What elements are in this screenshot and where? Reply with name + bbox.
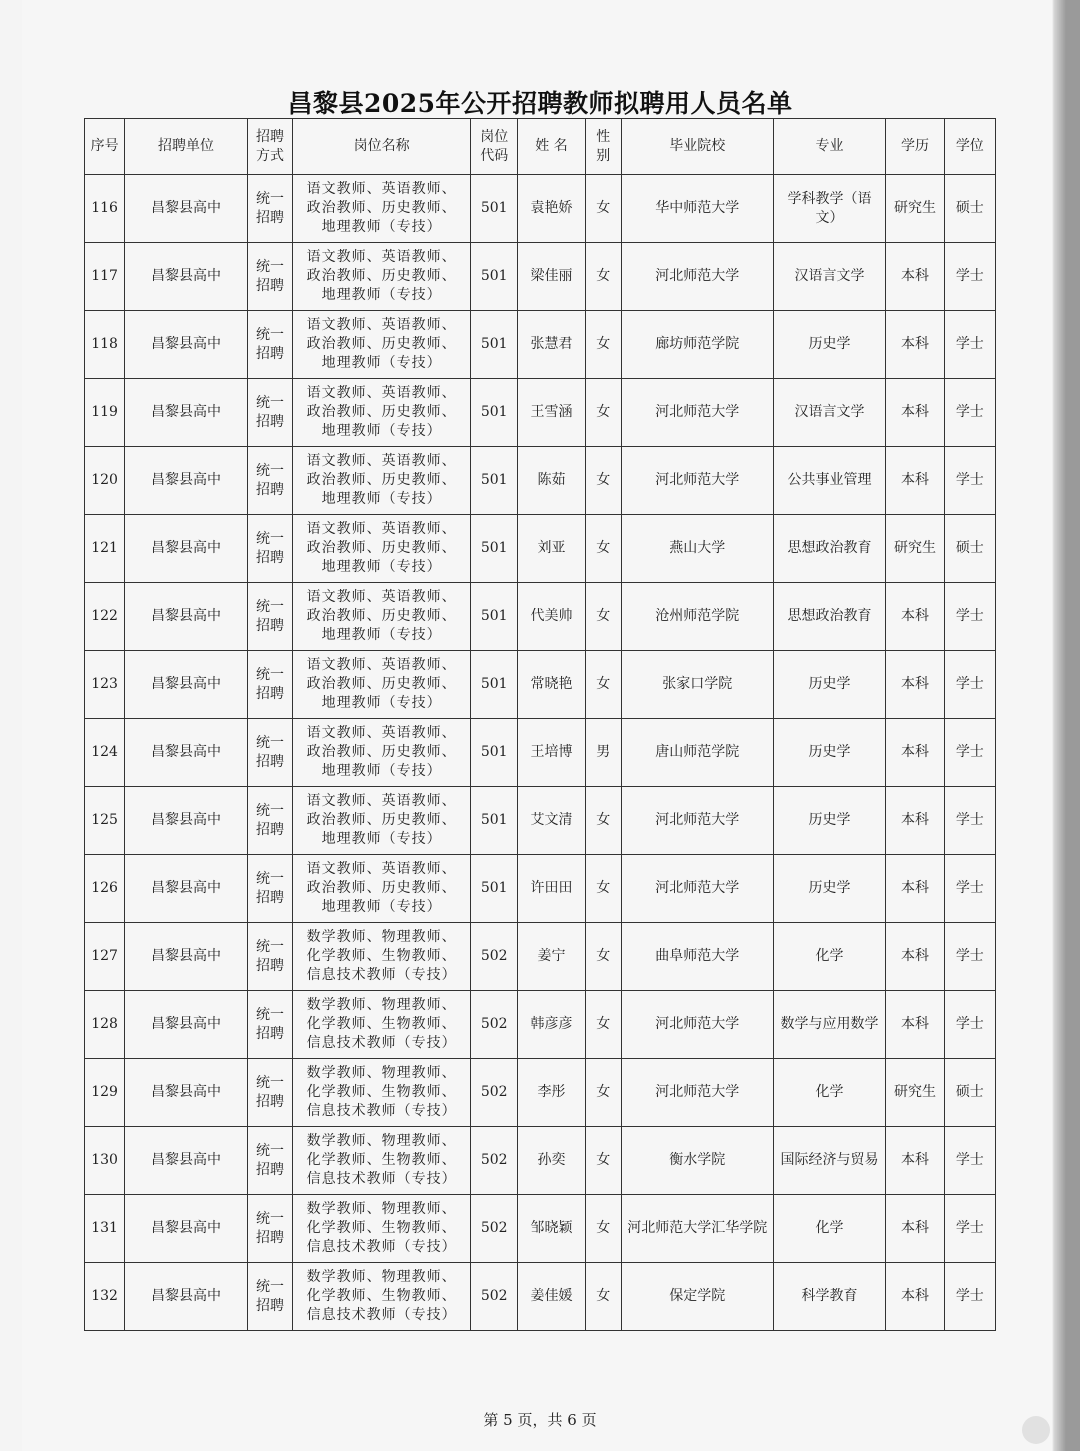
cell-seq: 125	[85, 787, 125, 855]
cell-major	[773, 311, 886, 379]
cell-major-text: 历史学	[808, 812, 851, 828]
cell-method-text: 统一招聘	[256, 258, 284, 294]
cell-method	[247, 311, 292, 379]
cell-school	[621, 1127, 773, 1195]
cell-name: 刘亚	[518, 515, 585, 583]
table-row	[85, 923, 996, 991]
cell-method-text: 统一招聘	[256, 326, 284, 362]
cell-post	[293, 719, 471, 787]
cell-edu: 本科	[886, 243, 944, 311]
cell-post-text: 语文教师、英语教师、政治教师、历史教师、地理教师（专技）	[306, 589, 457, 643]
cell-degree: 硕士	[944, 1059, 995, 1127]
cell-post	[293, 515, 471, 583]
cell-seq: 132	[85, 1263, 125, 1331]
cell-post	[293, 855, 471, 923]
cell-seq: 123	[85, 651, 125, 719]
cell-degree: 学士	[944, 651, 995, 719]
cell-method	[247, 175, 292, 243]
header-code-label: 岗位代码	[480, 128, 509, 164]
cell-edu: 本科	[886, 787, 944, 855]
cell-gender: 女	[585, 1059, 621, 1127]
cell-school	[621, 1195, 773, 1263]
cell-method	[247, 1127, 292, 1195]
cell-major	[773, 379, 886, 447]
cell-major-text: 思想政治教育	[787, 540, 872, 556]
cell-code: 502	[471, 991, 518, 1059]
cell-major	[773, 447, 886, 515]
cell-unit: 昌黎县高中	[125, 243, 248, 311]
cell-degree: 学士	[944, 923, 995, 991]
cell-method-text: 统一招聘	[256, 598, 284, 634]
cell-major-text: 历史学	[808, 744, 851, 760]
cell-school-text: 河北师范大学汇华学院	[627, 1220, 768, 1236]
cell-post-text: 数学教师、物理教师、化学教师、生物教师、信息技术教师（专技）	[306, 1201, 457, 1255]
cell-method-text: 统一招聘	[256, 394, 284, 430]
cell-seq: 121	[85, 515, 125, 583]
cell-edu: 本科	[886, 719, 944, 787]
cell-unit: 昌黎县高中	[125, 923, 248, 991]
cell-gender: 女	[585, 583, 621, 651]
cell-method	[247, 1195, 292, 1263]
cell-seq: 131	[85, 1195, 125, 1263]
cell-degree: 学士	[944, 447, 995, 515]
cell-post-text: 数学教师、物理教师、化学教师、生物教师、信息技术教师（专技）	[306, 1269, 457, 1323]
cell-school-text: 河北师范大学	[655, 1084, 740, 1100]
table-row	[85, 1127, 996, 1195]
cell-post-text: 语文教师、英语教师、政治教师、历史教师、地理教师（专技）	[306, 453, 457, 507]
cell-method-text: 统一招聘	[256, 666, 284, 702]
cell-method	[247, 1059, 292, 1127]
table-row	[85, 447, 996, 515]
table-header-row	[85, 119, 996, 175]
cell-seq: 129	[85, 1059, 125, 1127]
cell-degree: 学士	[944, 1263, 995, 1331]
cell-school	[621, 1059, 773, 1127]
cell-unit: 昌黎县高中	[125, 651, 248, 719]
header-post: 岗位名称	[293, 119, 471, 175]
cell-post	[293, 311, 471, 379]
cell-school	[621, 583, 773, 651]
cell-edu: 本科	[886, 1127, 944, 1195]
cell-name: 姜佳媛	[518, 1263, 585, 1331]
header-major: 专业	[773, 119, 886, 175]
cell-method	[247, 1263, 292, 1331]
cell-school-text: 张家口学院	[662, 676, 733, 692]
cell-name: 姜宁	[518, 923, 585, 991]
cell-post	[293, 243, 471, 311]
header-name: 姓 名	[518, 119, 585, 175]
cell-school	[621, 447, 773, 515]
cell-edu: 研究生	[886, 1059, 944, 1127]
cell-code: 501	[471, 243, 518, 311]
cell-major	[773, 787, 886, 855]
cell-unit: 昌黎县高中	[125, 719, 248, 787]
cell-method	[247, 923, 292, 991]
cell-post	[293, 583, 471, 651]
cell-school-text: 廊坊师范学院	[655, 336, 740, 352]
cell-seq: 127	[85, 923, 125, 991]
table-row	[85, 787, 996, 855]
cell-method-text: 统一招聘	[256, 462, 284, 498]
cell-post-text: 语文教师、英语教师、政治教师、历史教师、地理教师（专技）	[306, 385, 457, 439]
cell-school	[621, 175, 773, 243]
cell-method-text: 统一招聘	[256, 802, 284, 838]
cell-gender: 女	[585, 447, 621, 515]
cell-school	[621, 719, 773, 787]
cell-name: 孙奕	[518, 1127, 585, 1195]
watermark-logo	[1022, 1416, 1050, 1444]
cell-post-text: 数学教师、物理教师、化学教师、生物教师、信息技术教师（专技）	[306, 1133, 457, 1187]
cell-gender: 女	[585, 991, 621, 1059]
cell-major-text: 国际经济与贸易	[780, 1152, 879, 1168]
cell-code: 501	[471, 651, 518, 719]
cell-post-text: 语文教师、英语教师、政治教师、历史教师、地理教师（专技）	[306, 249, 457, 303]
table-row	[85, 1263, 996, 1331]
cell-edu: 本科	[886, 379, 944, 447]
cell-method-text: 统一招聘	[256, 1142, 284, 1178]
cell-name: 韩彦彦	[518, 991, 585, 1059]
cell-method-text: 统一招聘	[256, 938, 284, 974]
cell-major-text: 科学教育	[801, 1288, 858, 1304]
table-row	[85, 583, 996, 651]
cell-name: 梁佳丽	[518, 243, 585, 311]
cell-edu: 本科	[886, 447, 944, 515]
header-gender	[585, 119, 621, 175]
cell-code: 501	[471, 447, 518, 515]
cell-method	[247, 787, 292, 855]
cell-seq: 124	[85, 719, 125, 787]
cell-method-text: 统一招聘	[256, 1278, 284, 1314]
header-code	[471, 119, 518, 175]
cell-code: 501	[471, 515, 518, 583]
cell-gender: 女	[585, 651, 621, 719]
cell-major-text: 汉语言文学	[794, 404, 865, 420]
page-footer: 第 5 页，共 6 页	[483, 1411, 597, 1429]
cell-method	[247, 651, 292, 719]
cell-degree: 硕士	[944, 515, 995, 583]
cell-gender: 女	[585, 311, 621, 379]
cell-post	[293, 991, 471, 1059]
cell-major-text: 数学与应用数学	[780, 1016, 879, 1032]
cell-unit: 昌黎县高中	[125, 1195, 248, 1263]
cell-post	[293, 1127, 471, 1195]
cell-code: 502	[471, 1127, 518, 1195]
cell-name: 袁艳娇	[518, 175, 585, 243]
cell-post	[293, 1263, 471, 1331]
cell-post-text: 语文教师、英语教师、政治教师、历史教师、地理教师（专技）	[306, 317, 457, 371]
cell-major	[773, 175, 886, 243]
cell-major-text: 历史学	[808, 336, 851, 352]
cell-school	[621, 855, 773, 923]
cell-code: 501	[471, 787, 518, 855]
cell-unit: 昌黎县高中	[125, 787, 248, 855]
cell-post-text: 语文教师、英语教师、政治教师、历史教师、地理教师（专技）	[306, 725, 457, 779]
cell-edu: 本科	[886, 923, 944, 991]
cell-gender: 女	[585, 855, 621, 923]
cell-gender: 女	[585, 243, 621, 311]
cell-edu: 本科	[886, 583, 944, 651]
cell-major	[773, 991, 886, 1059]
cell-unit: 昌黎县高中	[125, 175, 248, 243]
cell-unit: 昌黎县高中	[125, 855, 248, 923]
header-seq: 序号	[85, 119, 125, 175]
cell-method-text: 统一招聘	[256, 190, 284, 226]
cell-degree: 学士	[944, 311, 995, 379]
cell-post	[293, 787, 471, 855]
cell-degree: 硕士	[944, 175, 995, 243]
table-row	[85, 311, 996, 379]
table-row	[85, 175, 996, 243]
cell-post-text: 语文教师、英语教师、政治教师、历史教师、地理教师（专技）	[306, 657, 457, 711]
cell-major	[773, 515, 886, 583]
cell-code: 501	[471, 175, 518, 243]
cell-post	[293, 651, 471, 719]
cell-code: 502	[471, 923, 518, 991]
cell-major-text: 历史学	[808, 880, 851, 896]
cell-degree: 学士	[944, 1195, 995, 1263]
cell-name: 艾文清	[518, 787, 585, 855]
cell-method-text: 统一招聘	[256, 530, 284, 566]
cell-edu: 研究生	[886, 175, 944, 243]
cell-name: 常晓艳	[518, 651, 585, 719]
cell-method	[247, 583, 292, 651]
cell-post	[293, 1195, 471, 1263]
cell-code: 501	[471, 311, 518, 379]
cell-post	[293, 379, 471, 447]
cell-post-text: 语文教师、英语教师、政治教师、历史教师、地理教师（专技）	[306, 793, 457, 847]
cell-code: 502	[471, 1195, 518, 1263]
cell-method-text: 统一招聘	[256, 870, 284, 906]
cell-seq: 118	[85, 311, 125, 379]
cell-school-text: 燕山大学	[669, 540, 726, 556]
cell-school-text: 华中师范大学	[655, 200, 740, 216]
cell-degree: 学士	[944, 991, 995, 1059]
cell-name: 李彤	[518, 1059, 585, 1127]
cell-gender: 女	[585, 515, 621, 583]
cell-seq: 117	[85, 243, 125, 311]
cell-post	[293, 447, 471, 515]
cell-gender: 女	[585, 1263, 621, 1331]
cell-code: 501	[471, 583, 518, 651]
cell-major-text: 学科教学（语文）	[787, 190, 872, 226]
cell-major-text: 汉语言文学	[794, 268, 865, 284]
cell-edu: 本科	[886, 1263, 944, 1331]
cell-method-text: 统一招聘	[256, 1074, 284, 1110]
cell-degree: 学士	[944, 379, 995, 447]
cell-degree: 学士	[944, 719, 995, 787]
cell-name: 张慧君	[518, 311, 585, 379]
cell-name: 代美帅	[518, 583, 585, 651]
cell-unit: 昌黎县高中	[125, 1263, 248, 1331]
table-row	[85, 1059, 996, 1127]
cell-seq: 128	[85, 991, 125, 1059]
cell-major	[773, 855, 886, 923]
cell-post-text: 数学教师、物理教师、化学教师、生物教师、信息技术教师（专技）	[306, 997, 457, 1051]
cell-major-text: 公共事业管理	[787, 472, 872, 488]
cell-school-text: 保定学院	[669, 1288, 726, 1304]
cell-major	[773, 1195, 886, 1263]
cell-edu: 本科	[886, 855, 944, 923]
cell-major-text: 思想政治教育	[787, 608, 872, 624]
cell-major-text: 化学	[815, 1220, 844, 1236]
cell-method	[247, 991, 292, 1059]
cell-gender: 女	[585, 1127, 621, 1195]
cell-degree: 学士	[944, 855, 995, 923]
cell-name: 王雪涵	[518, 379, 585, 447]
cell-school	[621, 379, 773, 447]
cell-post-text: 语文教师、英语教师、政治教师、历史教师、地理教师（专技）	[306, 861, 457, 915]
cell-code: 501	[471, 379, 518, 447]
header-gender-label: 性别	[596, 128, 611, 164]
cell-unit: 昌黎县高中	[125, 1059, 248, 1127]
document-title: 昌黎县2025年公开招聘教师拟聘用人员名单	[287, 89, 793, 118]
cell-post-text: 数学教师、物理教师、化学教师、生物教师、信息技术教师（专技）	[306, 929, 457, 983]
header-method	[247, 119, 292, 175]
table-row	[85, 243, 996, 311]
cell-name: 陈茹	[518, 447, 585, 515]
cell-seq: 126	[85, 855, 125, 923]
cell-post	[293, 923, 471, 991]
cell-major-text: 化学	[815, 948, 844, 964]
table-row	[85, 991, 996, 1059]
cell-unit: 昌黎县高中	[125, 991, 248, 1059]
cell-unit: 昌黎县高中	[125, 379, 248, 447]
cell-school	[621, 515, 773, 583]
cell-seq: 116	[85, 175, 125, 243]
cell-school	[621, 923, 773, 991]
cell-school-text: 河北师范大学	[655, 812, 740, 828]
cell-major	[773, 923, 886, 991]
cell-edu: 本科	[886, 1195, 944, 1263]
cell-method-text: 统一招聘	[256, 1006, 284, 1042]
cell-school-text: 衡水学院	[669, 1152, 726, 1168]
cell-school-text: 河北师范大学	[655, 472, 740, 488]
cell-seq: 130	[85, 1127, 125, 1195]
cell-name: 邹晓颖	[518, 1195, 585, 1263]
cell-school-text: 河北师范大学	[655, 1016, 740, 1032]
cell-method	[247, 719, 292, 787]
cell-name: 许田田	[518, 855, 585, 923]
cell-edu: 本科	[886, 991, 944, 1059]
table-row	[85, 379, 996, 447]
cell-gender: 女	[585, 923, 621, 991]
cell-gender: 女	[585, 175, 621, 243]
cell-edu: 本科	[886, 651, 944, 719]
cell-school	[621, 243, 773, 311]
header-school: 毕业院校	[621, 119, 773, 175]
cell-gender: 女	[585, 787, 621, 855]
cell-major	[773, 583, 886, 651]
cell-code: 502	[471, 1263, 518, 1331]
cell-name: 王培博	[518, 719, 585, 787]
table-row	[85, 855, 996, 923]
cell-school	[621, 787, 773, 855]
cell-unit: 昌黎县高中	[125, 515, 248, 583]
cell-school-text: 沧州师范学院	[655, 608, 740, 624]
cell-code: 501	[471, 855, 518, 923]
header-degree: 学位	[944, 119, 995, 175]
cell-unit: 昌黎县高中	[125, 1127, 248, 1195]
cell-school-text: 曲阜师范大学	[655, 948, 740, 964]
cell-method	[247, 243, 292, 311]
cell-edu: 研究生	[886, 515, 944, 583]
cell-major	[773, 243, 886, 311]
cell-post	[293, 1059, 471, 1127]
cell-unit: 昌黎县高中	[125, 583, 248, 651]
cell-degree: 学士	[944, 243, 995, 311]
table-row	[85, 515, 996, 583]
cell-degree: 学士	[944, 787, 995, 855]
cell-gender: 男	[585, 719, 621, 787]
cell-major	[773, 1263, 886, 1331]
cell-major	[773, 719, 886, 787]
cell-seq: 119	[85, 379, 125, 447]
cell-degree: 学士	[944, 583, 995, 651]
table-row	[85, 719, 996, 787]
table-body	[85, 175, 996, 1331]
cell-method-text: 统一招聘	[256, 1210, 284, 1246]
cell-post-text: 语文教师、英语教师、政治教师、历史教师、地理教师（专技）	[306, 521, 457, 575]
cell-major	[773, 651, 886, 719]
cell-school	[621, 311, 773, 379]
cell-method	[247, 855, 292, 923]
cell-gender: 女	[585, 1195, 621, 1263]
cell-code: 501	[471, 719, 518, 787]
table-row	[85, 1195, 996, 1263]
cell-school	[621, 1263, 773, 1331]
cell-major	[773, 1059, 886, 1127]
cell-method	[247, 515, 292, 583]
table-row	[85, 651, 996, 719]
cell-school	[621, 651, 773, 719]
cell-code: 502	[471, 1059, 518, 1127]
cell-gender: 女	[585, 379, 621, 447]
cell-unit: 昌黎县高中	[125, 447, 248, 515]
cell-post-text: 语文教师、英语教师、政治教师、历史教师、地理教师（专技）	[306, 181, 457, 235]
cell-seq: 120	[85, 447, 125, 515]
cell-school-text: 河北师范大学	[655, 404, 740, 420]
cell-school	[621, 991, 773, 1059]
cell-major-text: 化学	[815, 1084, 844, 1100]
cell-edu: 本科	[886, 311, 944, 379]
header-edu: 学历	[886, 119, 944, 175]
header-unit: 招聘单位	[125, 119, 248, 175]
cell-unit: 昌黎县高中	[125, 311, 248, 379]
cell-school-text: 唐山师范学院	[655, 744, 740, 760]
cell-school-text: 河北师范大学	[655, 268, 740, 284]
cell-method	[247, 447, 292, 515]
header-method-label: 招聘方式	[256, 128, 284, 164]
cell-major-text: 历史学	[808, 676, 851, 692]
cell-method-text: 统一招聘	[256, 734, 284, 770]
cell-seq: 122	[85, 583, 125, 651]
cell-post-text: 数学教师、物理教师、化学教师、生物教师、信息技术教师（专技）	[306, 1065, 457, 1119]
cell-school-text: 河北师范大学	[655, 880, 740, 896]
roster-table	[84, 118, 996, 1331]
cell-degree: 学士	[944, 1127, 995, 1195]
cell-method	[247, 379, 292, 447]
cell-major	[773, 1127, 886, 1195]
cell-post	[293, 175, 471, 243]
